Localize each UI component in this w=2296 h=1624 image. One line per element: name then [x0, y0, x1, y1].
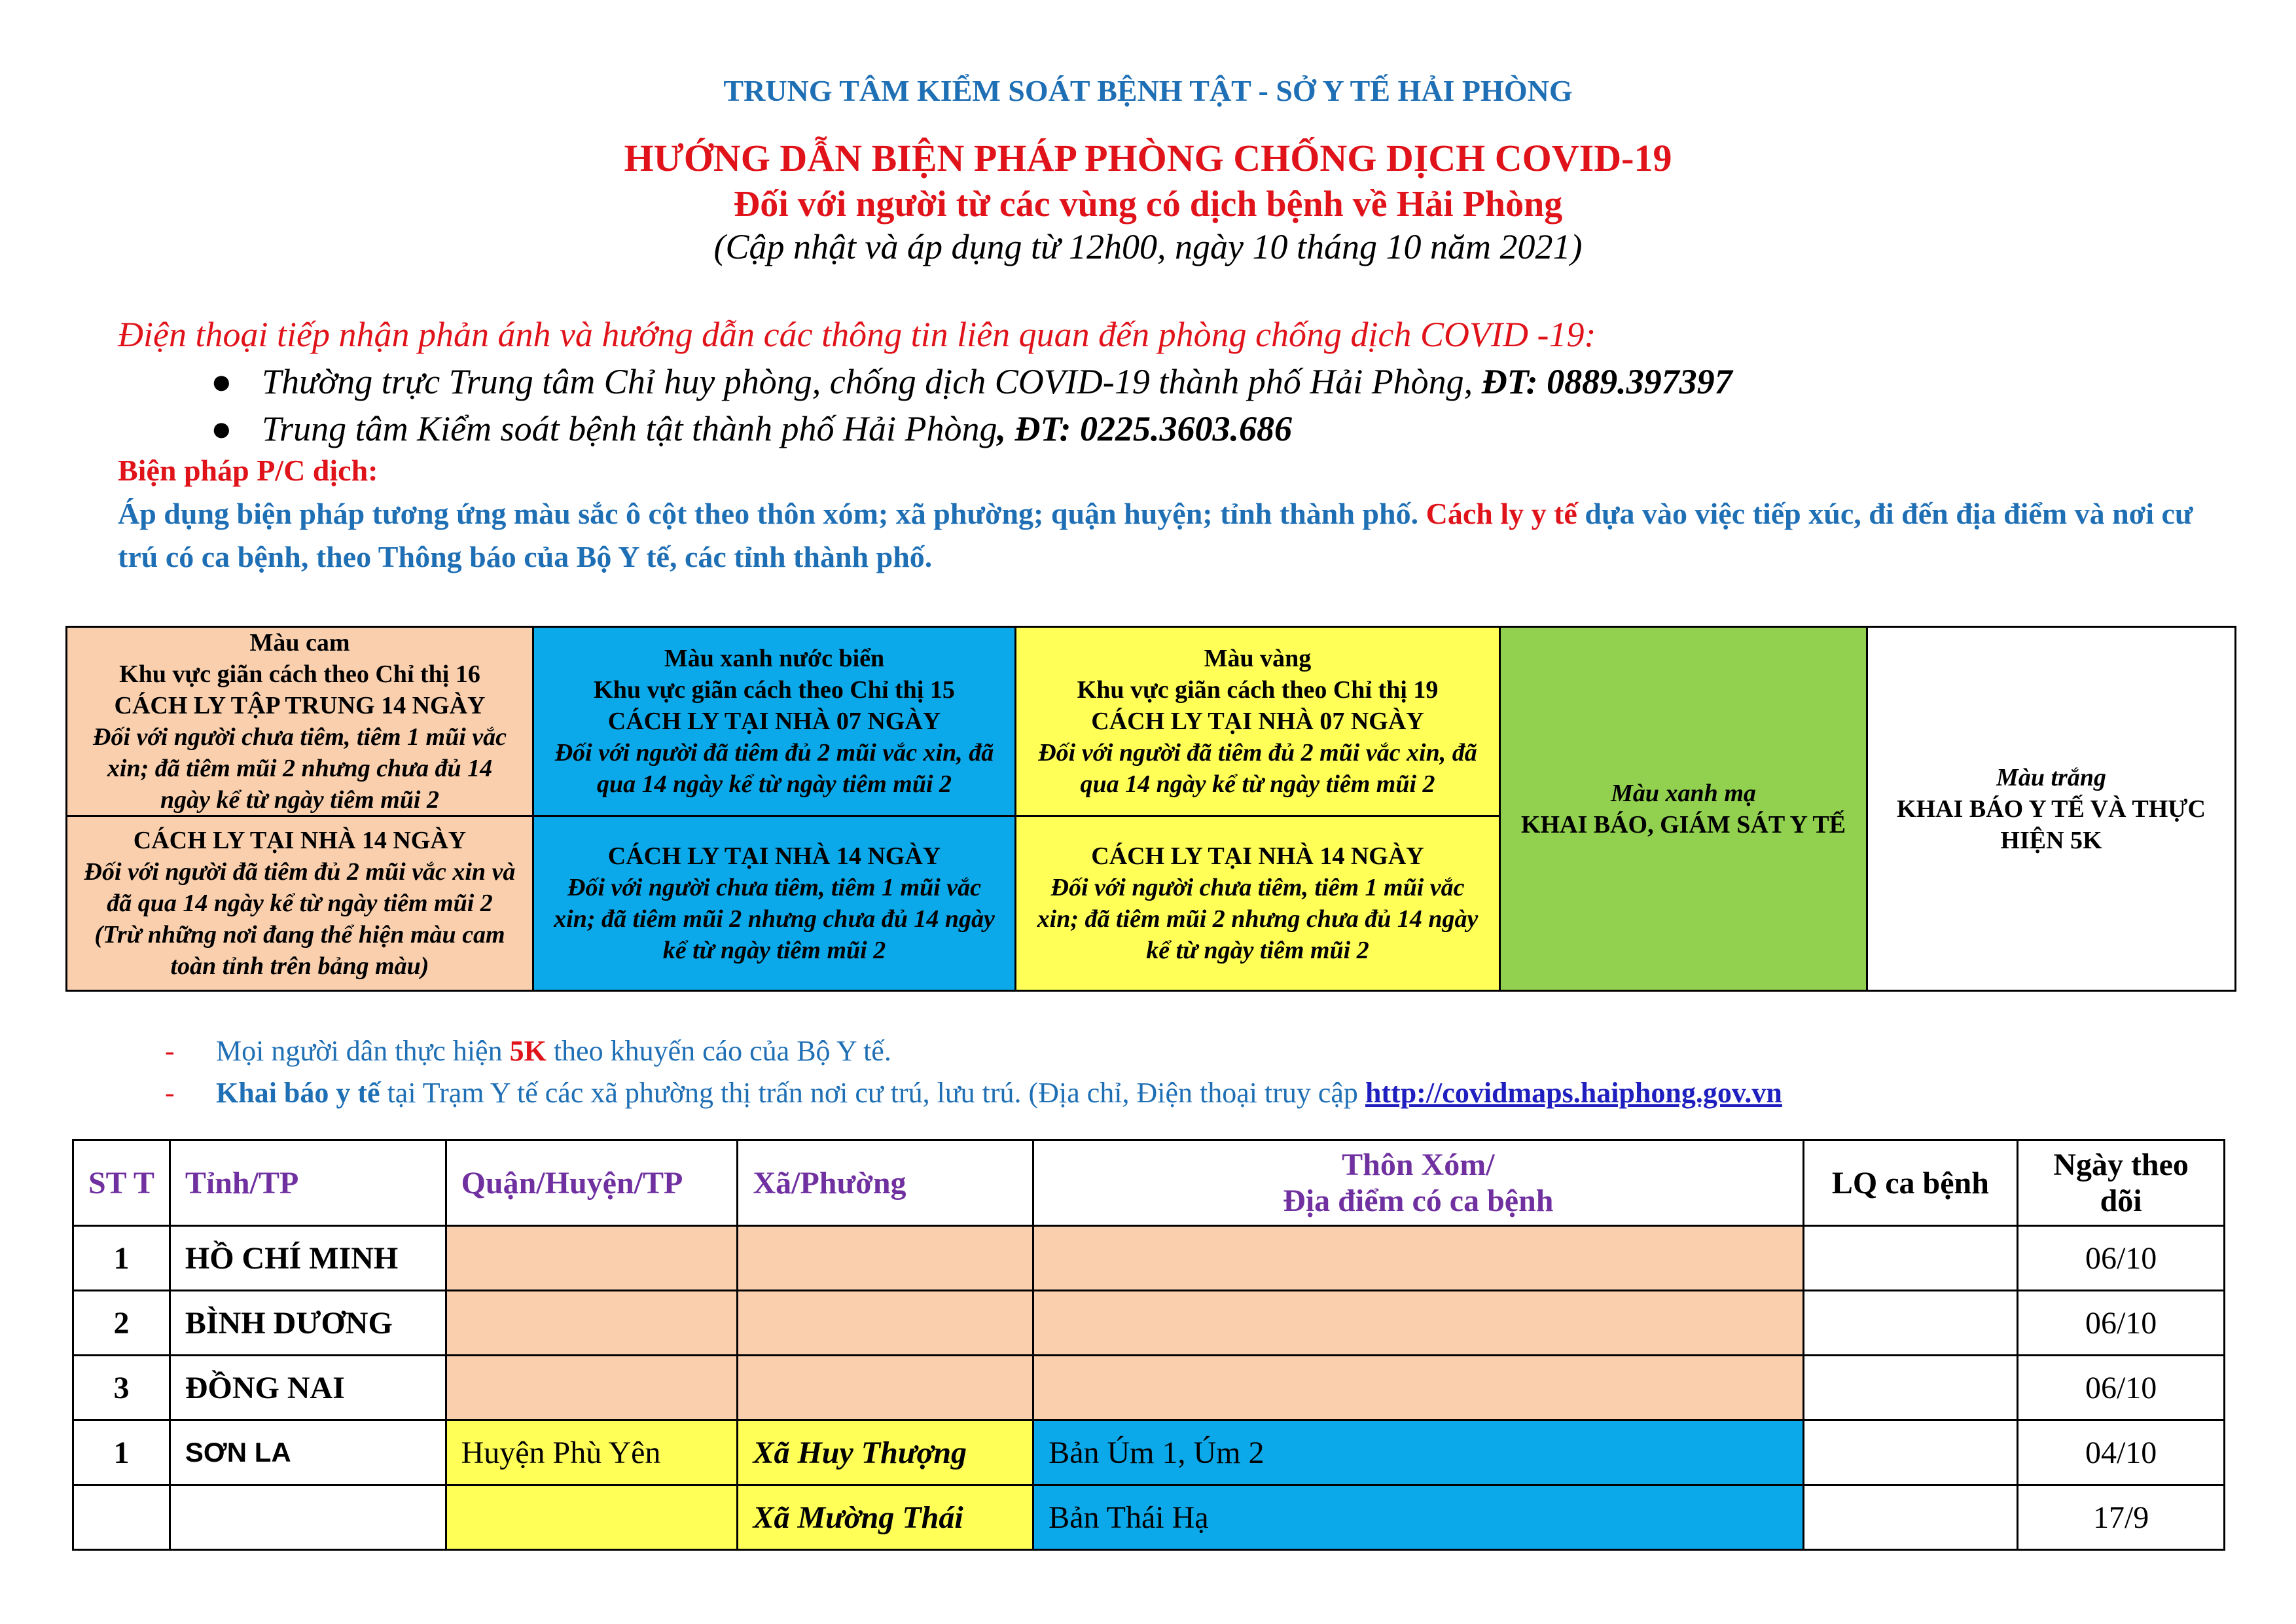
note-health-declaration	[165, 1076, 1782, 1110]
cell-date: 04/10	[2018, 1420, 2225, 1485]
header-stt: ST T	[73, 1140, 170, 1226]
zone-color-name: Màu vàng	[1204, 645, 1312, 672]
zone-color-name: Màu cam	[249, 629, 350, 657]
document-title: HƯỚNG DẪN BIỆN PHÁP PHÒNG CHỐNG DỊCH COVID-19	[624, 137, 1672, 179]
header-village-line2: Địa điểm có ca bệnh	[1283, 1183, 1554, 1218]
zone-orange-top	[65, 626, 534, 817]
zone-note: Đối với người chưa tiêm, tiêm 1 mũi vắc xin; đã tiêm mũi 2 nhưng chưa đủ 14 ngày kể từ ngày tiêm mũi 2	[1037, 874, 1479, 964]
header-province: Tỉnh/TP	[170, 1140, 446, 1226]
cell-ward	[738, 1291, 1033, 1356]
hotline-item-phone: ĐT: 0889.397397	[1481, 362, 1732, 401]
zone-green	[1499, 626, 1868, 992]
cell-province	[170, 1485, 446, 1550]
cell-province: HỒ CHÍ MINH	[170, 1226, 446, 1291]
note-highlight: 5K	[509, 1035, 547, 1067]
zone-blue-bottom	[532, 815, 1016, 992]
measures-text-part: dựa vào việc tiếp xúc, đi đến địa điểm và nơi cư trú có ca bệnh, theo Thông báo của Bộ Y tế, các tỉnh thành phố.	[118, 497, 2193, 573]
cell-district	[446, 1226, 738, 1291]
bullet-icon: ●	[211, 409, 232, 448]
update-date: (Cập nhật và áp dụng từ 12h00, ngày 10 tháng 10 năm 2021)	[713, 227, 1583, 266]
zone-measure: KHAI BÁO Y TẾ VÀ THỰC HIỆN 5K	[1897, 795, 2206, 854]
note-5k	[165, 1034, 891, 1068]
cell-stt	[73, 1485, 170, 1550]
zone-blue-top	[532, 626, 1016, 817]
header-village-line1: Thôn Xóm/	[1342, 1147, 1495, 1182]
zone-measure: CÁCH LY TẠI NHÀ 07 NGÀY	[1091, 708, 1424, 735]
table-row	[73, 1420, 2225, 1485]
table-row	[73, 1291, 2225, 1356]
cell-lq	[1803, 1356, 2018, 1420]
covidmaps-link[interactable]: http://covidmaps.haiphong.gov.vn	[1365, 1077, 1782, 1109]
cell-lq	[1803, 1420, 2018, 1485]
header-date: Ngày theo dõi	[2018, 1140, 2225, 1226]
zone-area: Khu vực giãn cách theo Chỉ thị 16	[119, 660, 480, 688]
cell-stt: 1	[73, 1420, 170, 1485]
cell-stt: 3	[73, 1356, 170, 1420]
cell-province: ĐỒNG NAI	[170, 1356, 446, 1420]
zone-area: Khu vực giãn cách theo Chỉ thị 15	[594, 676, 955, 704]
zone-measure: KHAI BÁO, GIÁM SÁT Y TẾ	[1520, 810, 1846, 839]
measures-text-part: Áp dụng biện pháp tương ứng màu sắc ô cột theo thôn xóm; xã phường; quận huyện; tỉnh thành phố.	[118, 497, 1426, 530]
table-row	[73, 1226, 2225, 1291]
cases-table	[72, 1139, 2225, 1551]
table-row	[73, 1356, 2225, 1420]
zone-note: Đối với người đã tiêm đủ 2 mũi vắc xin, đã qua 14 ngày kể từ ngày tiêm mũi 2	[554, 739, 994, 798]
zone-measure: CÁCH LY TẠI NHÀ 14 NGÀY	[607, 842, 941, 870]
zone-yellow-top	[1014, 626, 1501, 817]
cell-district	[446, 1485, 738, 1550]
zone-color-name: Màu xanh nước biển	[664, 645, 885, 672]
cell-village: Bản Thái Hạ	[1033, 1485, 1803, 1550]
cell-stt: 2	[73, 1291, 170, 1356]
cell-date: 17/9	[2018, 1485, 2225, 1550]
zone-orange-bottom	[65, 815, 534, 992]
cell-village	[1033, 1356, 1803, 1420]
cell-district: Huyện Phù Yên	[446, 1420, 738, 1485]
header-lq: LQ ca bệnh	[1803, 1140, 2018, 1226]
dash-icon: -	[165, 1035, 175, 1067]
cell-stt: 1	[73, 1226, 170, 1291]
hotline-item-phone: , ĐT: 0225.3603.686	[997, 409, 1293, 448]
note-text: Mọi người dân thực hiện	[216, 1035, 510, 1067]
dash-icon: -	[165, 1077, 175, 1109]
note-bold: Khai báo y tế	[216, 1077, 380, 1109]
measures-text	[118, 492, 2199, 579]
zone-area: Khu vực giãn cách theo Chỉ thị 19	[1077, 676, 1439, 704]
cell-lq	[1803, 1291, 2018, 1356]
note-text: theo khuyến cáo của Bộ Y tế.	[546, 1035, 891, 1067]
header-district: Quận/Huyện/TP	[446, 1140, 738, 1226]
header-ward: Xã/Phường	[738, 1140, 1033, 1226]
table-row	[73, 1485, 2225, 1550]
zone-note: Đối với người chưa tiêm, tiêm 1 mũi vắc xin; đã tiêm mũi 2 nhưng chưa đủ 14 ngày kể từ ngày tiêm mũi 2	[554, 874, 995, 964]
cell-ward	[738, 1226, 1033, 1291]
zone-note: Đối với người chưa tiêm, tiêm 1 mũi vắc xin; đã tiêm mũi 2 nhưng chưa đủ 14 ngày kể từ ngày tiêm mũi 2	[93, 723, 507, 814]
cell-village	[1033, 1226, 1803, 1291]
hotline-item-1	[211, 361, 1732, 402]
cell-ward: Xã Mường Thái	[738, 1485, 1033, 1550]
hotline-intro: Điện thoại tiếp nhận phản ánh và hướng dẫn các thông tin liên quan đến phòng chống dịch COVID -19:	[118, 315, 1596, 354]
zone-note: Đối với người đã tiêm đủ 2 mũi vắc xin, đã qua 14 ngày kể từ ngày tiêm mũi 2	[1038, 739, 1477, 798]
measures-title: Biện pháp P/C dịch:	[118, 454, 378, 487]
cell-date: 06/10	[2018, 1226, 2225, 1291]
zone-measure: CÁCH LY TẬP TRUNG 14 NGÀY	[114, 692, 486, 719]
cell-district	[446, 1291, 738, 1356]
bullet-icon: ●	[211, 362, 232, 401]
zone-yellow-bottom	[1014, 815, 1501, 992]
cell-lq	[1803, 1485, 2018, 1550]
cell-ward: Xã Huy Thượng	[738, 1420, 1033, 1485]
hotline-item-text: Thường trực Trung tâm Chỉ huy phòng, chống dịch COVID-19 thành phố Hải Phòng,	[262, 362, 1482, 401]
table-header-row	[73, 1140, 2225, 1226]
document-subtitle: Đối với người từ các vùng có dịch bệnh về Hải Phòng	[733, 184, 1563, 225]
cell-province: BÌNH DƯƠNG	[170, 1291, 446, 1356]
zone-white	[1866, 626, 2236, 992]
cell-village	[1033, 1291, 1803, 1356]
zone-measure: CÁCH LY TẠI NHÀ 07 NGÀY	[607, 708, 941, 735]
zone-color-name: Màu trắng	[1996, 763, 2106, 791]
cell-date: 06/10	[2018, 1356, 2225, 1420]
cell-village: Bản Úm 1, Úm 2	[1033, 1420, 1803, 1485]
zone-color-name: Màu xanh mạ	[1611, 779, 1756, 807]
zone-note: Đối với người đã tiêm đủ 2 mũi vắc xin và đã qua 14 ngày kể từ ngày tiêm mũi 2 (Trừ những nơi đang thể hiện màu cam toàn tỉnh trên bảng màu)	[84, 858, 516, 980]
cell-district	[446, 1356, 738, 1420]
cell-province: SƠN LA	[170, 1420, 446, 1485]
hotline-item-text: Trung tâm Kiểm soát bệnh tật thành phố Hải Phòng	[262, 409, 997, 448]
cell-date: 06/10	[2018, 1291, 2225, 1356]
cell-lq	[1803, 1226, 2018, 1291]
measures-text-highlight: Cách ly y tế	[1426, 497, 1577, 530]
hotline-item-2	[211, 408, 1293, 449]
note-text: tại Trạm Y tế các xã phường thị trấn nơi cư trú, lưu trú. (Địa chỉ, Điện thoại truy cập	[380, 1077, 1365, 1109]
header-village	[1033, 1140, 1803, 1226]
organization-name: TRUNG TÂM KIỂM SOÁT BỆNH TẬT - SỞ Y TẾ HẢI PHÒNG	[723, 74, 1573, 107]
zone-measure: CÁCH LY TẠI NHÀ 14 NGÀY	[133, 827, 467, 854]
zone-measure: CÁCH LY TẠI NHÀ 14 NGÀY	[1091, 842, 1424, 870]
cell-ward	[738, 1356, 1033, 1420]
